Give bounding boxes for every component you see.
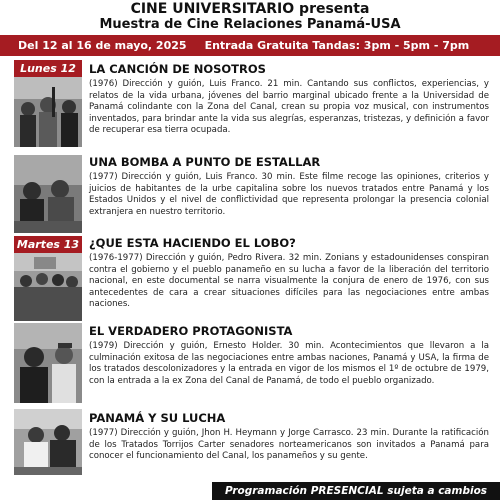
day-tag-lunes: Lunes 12 — [14, 60, 82, 77]
header-line-1: CINE UNIVERSITARIO presenta — [130, 1, 370, 17]
film-title-1: LA CANCIÓN DE NOSOTROS — [89, 62, 266, 76]
film-entry-1 — [0, 60, 500, 152]
page-header — [0, 0, 500, 34]
film-title-3: ¿QUE ESTA HACIENDO EL LOBO? — [89, 236, 296, 250]
film-photo-5 — [14, 409, 82, 475]
banner-dates: Del 12 al 16 de mayo, 2025 — [18, 39, 187, 52]
film-description-4: (1979) Dirección y guión, Ernesto Holder. 30 min. Acontecimientos que llevaron a la culminación exitosa de las negociaciones entre ambas naciones, Panamá y USA, la firma de los tratados descolonizadores y la entrada en vigor de los mismos el 1º de octubre de 1979, con la entrada a la ex Zona del Canal de Panamá, de todo el pueblo organizado. — [89, 341, 489, 386]
film-entry-4 — [0, 323, 500, 405]
film-photo-2 — [14, 155, 82, 233]
banner-info: Entrada Gratuita Tandas: 3pm - 5pm - 7pm — [204, 39, 470, 52]
day-tag-martes: Martes 13 — [14, 236, 82, 253]
film-description-3: (1976-1977) Dirección y guión, Pedro Rivera. 32 min. Zonians y estadounidenses conspiran contra el gobierno y el pueblo panameño en su lucha a favor de la liberación del territorio nacional, en este documental se narra visualmente la conjura de enero de 1976, con sus antecedentes de cara a crear situaciones difíciles para las negociaciones entre ambas naciones. — [89, 253, 489, 310]
film-description-2: (1977) Dirección y guión, Luis Franco. 30 min. Este filme recoge las opiniones, criterios y juicios de habitantes de la urbe capitalina sobre los nuevos tratados entre Panamá y los Estados Unidos y el nivel de conflictividad que representa prolongar la presencia colonial extranjera en nuestro territorio. — [89, 172, 489, 217]
film-description-1: (1976) Dirección y guión, Luis Franco. 21 min. Cantando sus conflictos, experiencias, y relatos de la vida urbana, jóvenes del barrio marginal ubicado frente a la Universidad de Panamá colindante con la Zona del Canal, crean su propia voz musical, con instrumentos inventados, para brindar ante la vida sus alegrías, esperanzas, tristezas, y definición a favor de recuperar esa tierra ocupada. — [89, 79, 489, 136]
film-photo-1 — [14, 77, 82, 147]
film-title-2: UNA BOMBA A PUNTO DE ESTALLAR — [89, 155, 321, 169]
film-entry-2 — [0, 155, 500, 240]
film-entry-3 — [0, 236, 500, 324]
schedule-note: Programación PRESENCIAL sujeta a cambios — [212, 482, 500, 500]
film-photo-4 — [14, 323, 82, 403]
dates-banner — [0, 35, 500, 56]
film-title-4: EL VERDADERO PROTAGONISTA — [89, 324, 293, 338]
film-title-5: PANAMÁ Y SU LUCHA — [89, 411, 226, 425]
film-photo-3 — [14, 253, 82, 321]
header-line-2: Muestra de Cine Relaciones Panamá-USA — [99, 17, 401, 32]
film-entry-5 — [0, 409, 500, 479]
film-description-5: (1977) Dirección y guión, Jhon H. Heymann y Jorge Carrasco. 23 min. Durante la ratificación de los Tratados Torrijos Carter senadores norteamericanos son invitados a Panamá para conocer el funcionamiento del Canal, los panameños y su gente. — [89, 428, 489, 462]
